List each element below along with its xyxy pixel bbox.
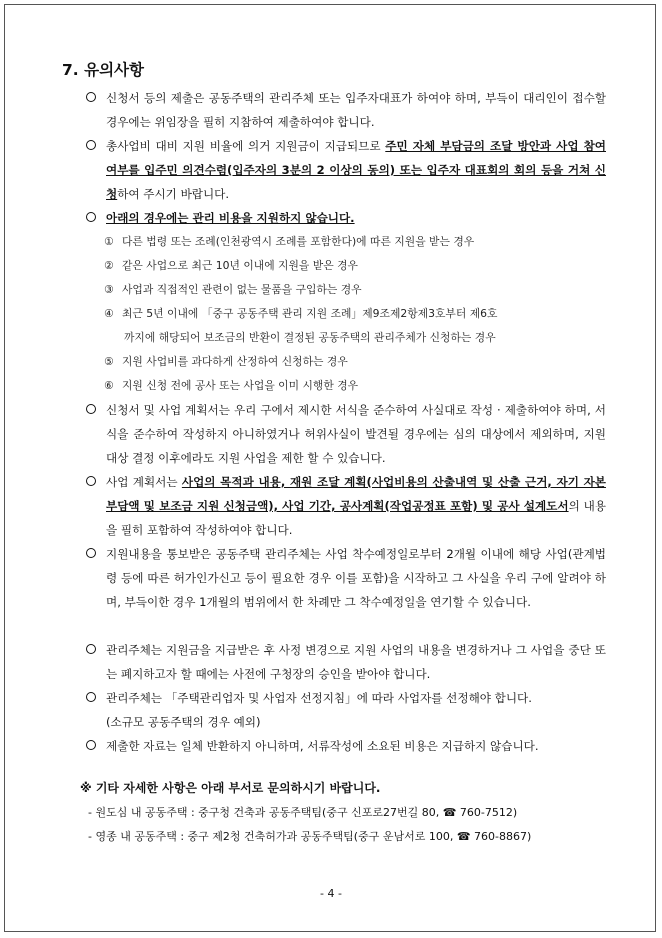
list-item <box>86 638 606 686</box>
sub-item <box>104 302 604 350</box>
sub-item <box>104 254 604 278</box>
sub-item-text: 같은 사업으로 최근 10년 이내에 지원을 받은 경우 <box>122 259 358 272</box>
sub-item-number: ④ <box>104 307 114 320</box>
sub-item <box>104 350 604 374</box>
list-item <box>86 734 606 758</box>
sub-item-text: 사업과 직접적인 관련이 없는 물품을 구입하는 경우 <box>122 283 362 296</box>
section-number: 7. <box>62 61 79 79</box>
item-text: 총사업비 대비 지원 비율에 의거 지원금이 지급되므로 <box>106 139 386 153</box>
circle-bullet-icon <box>86 644 96 654</box>
sub-item-text: 지원 사업비를 과다하게 산정하여 신청하는 경우 <box>122 355 348 368</box>
sub-item <box>104 278 604 302</box>
sub-item-text: 최근 5년 이내에 「중구 공동주택 관리 지원 조례」제9조제2항제3호부터 제6호 <box>122 307 498 320</box>
list-item <box>86 86 606 134</box>
list-item <box>86 542 606 614</box>
item-text: (소규모 공동주택의 경우 예외) <box>106 715 261 729</box>
list-item <box>86 206 606 230</box>
section-title-text: 유의사항 <box>84 61 144 79</box>
sub-item-text: 까지에 해당되어 보조금의 반환이 결정된 공동주택의 관리주체가 신청하는 경우 <box>124 331 496 344</box>
sub-item-number: ② <box>104 259 114 272</box>
sub-item <box>104 374 604 398</box>
list-item <box>86 686 606 734</box>
sub-item-number: ⑥ <box>104 379 114 392</box>
sub-item <box>104 230 604 254</box>
sub-item-text: 지원 신청 전에 공사 또는 사업을 이미 시행한 경우 <box>122 379 359 392</box>
item-text: 사업 계획서는 <box>106 475 182 489</box>
list-item <box>86 398 606 470</box>
circle-bullet-icon <box>86 140 96 150</box>
item-emphasis: 주민 자체 부담금의 조달 방안과 사업 참여 여부를 입주민 의견수렴(입주자의 3분의 2 이상의 동의) 또는 입주자 대표회의 회의 등을 거쳐 신청 <box>106 139 606 201</box>
item-text: 신청서 및 사업 계획서는 우리 구에서 제시한 서식을 준수하여 사실대로 작성 · 제출하여야 하며, 서식을 준수하여 작성하지 아니하였거나 허위사실이 발견될 경우에는 심의 대상에서 제외하며, 지원 대상 결정 이후에라도 지원 사업을 제한 할 수 있습니다. <box>106 403 606 465</box>
circle-bullet-icon <box>86 476 96 486</box>
contact-line: - 원도심 내 공동주택 : 중구청 건축과 공동주택팀(중구 신포로27번길 80, ☎ 760-7512) <box>88 806 518 819</box>
section-title <box>62 58 144 80</box>
circle-bullet-icon <box>86 92 96 102</box>
item-text: 신청서 등의 제출은 공동주택의 관리주체 또는 입주자대표가 하여야 하며, 부득이 대리인이 접수할 경우에는 위임장을 필히 지참하여 제출하여야 합니다. <box>106 91 606 129</box>
list-item <box>86 134 606 206</box>
list-item <box>86 470 606 542</box>
item-text: 하여 주시기 바랍니다. <box>117 187 230 201</box>
circle-bullet-icon <box>86 548 96 558</box>
sub-item-number: ⑤ <box>104 355 114 368</box>
item-text: 관리주체는 「주택관리업자 및 사업자 선정지침」에 따라 사업자를 선정해야 합니다. <box>106 691 532 705</box>
circle-bullet-icon <box>86 212 96 222</box>
item-text: 관리주체는 지원금을 지급받은 후 사정 변경으로 지원 사업의 내용을 변경하거나 그 사업을 중단 또는 폐지하고자 할 때에는 사전에 구청장의 승인을 받아야 합니다. <box>106 643 606 681</box>
item-emphasis: 아래의 경우에는 관리 비용을 지원하지 않습니다. <box>106 211 355 225</box>
circle-bullet-icon <box>86 692 96 702</box>
item-text: 의 내용을 필히 포함하여 작성하여야 합니다. <box>106 499 606 537</box>
circle-bullet-icon <box>86 404 96 414</box>
item-emphasis: 사업의 목적과 내용, 재원 조달 계획(사업비용의 산출내역 및 산출 근거, 자기 자본 부담액 및 보조금 지원 신청금액), 사업 기간, 공사계획(작업공정표 포함) 및 공사 설계도서 <box>106 475 606 513</box>
page-number: - 4 - <box>320 887 342 900</box>
circle-bullet-icon <box>86 740 96 750</box>
contact-note: ※ 기타 자세한 사항은 아래 부서로 문의하시기 바랍니다. <box>80 781 381 795</box>
item-text: 지원내용을 통보받은 공동주택 관리주체는 사업 착수예정일로부터 2개월 이내에 해당 사업(관계법령 등에 따른 허가인가신고 등이 필요한 경우 이를 포함)을 시작하고 그 사실을 우리 구에 알려야 하며, 부득이한 경우 1개월의 범위에서 한 차례만 그 착수예정일을 연기할 수 있습니다. <box>106 547 606 609</box>
sub-item-number: ③ <box>104 283 114 296</box>
sub-item-number: ① <box>104 235 114 248</box>
contact-line: - 영종 내 공동주택 : 중구 제2청 건축허가과 공동주택팀(중구 운남서로 100, ☎ 760-8867) <box>88 830 532 843</box>
item-text: 제출한 자료는 일체 반환하지 아니하며, 서류작성에 소요된 비용은 지급하지 않습니다. <box>106 739 539 753</box>
sub-item-text: 다른 법령 또는 조례(인천광역시 조례를 포함한다)에 따른 지원을 받는 경우 <box>122 235 475 248</box>
